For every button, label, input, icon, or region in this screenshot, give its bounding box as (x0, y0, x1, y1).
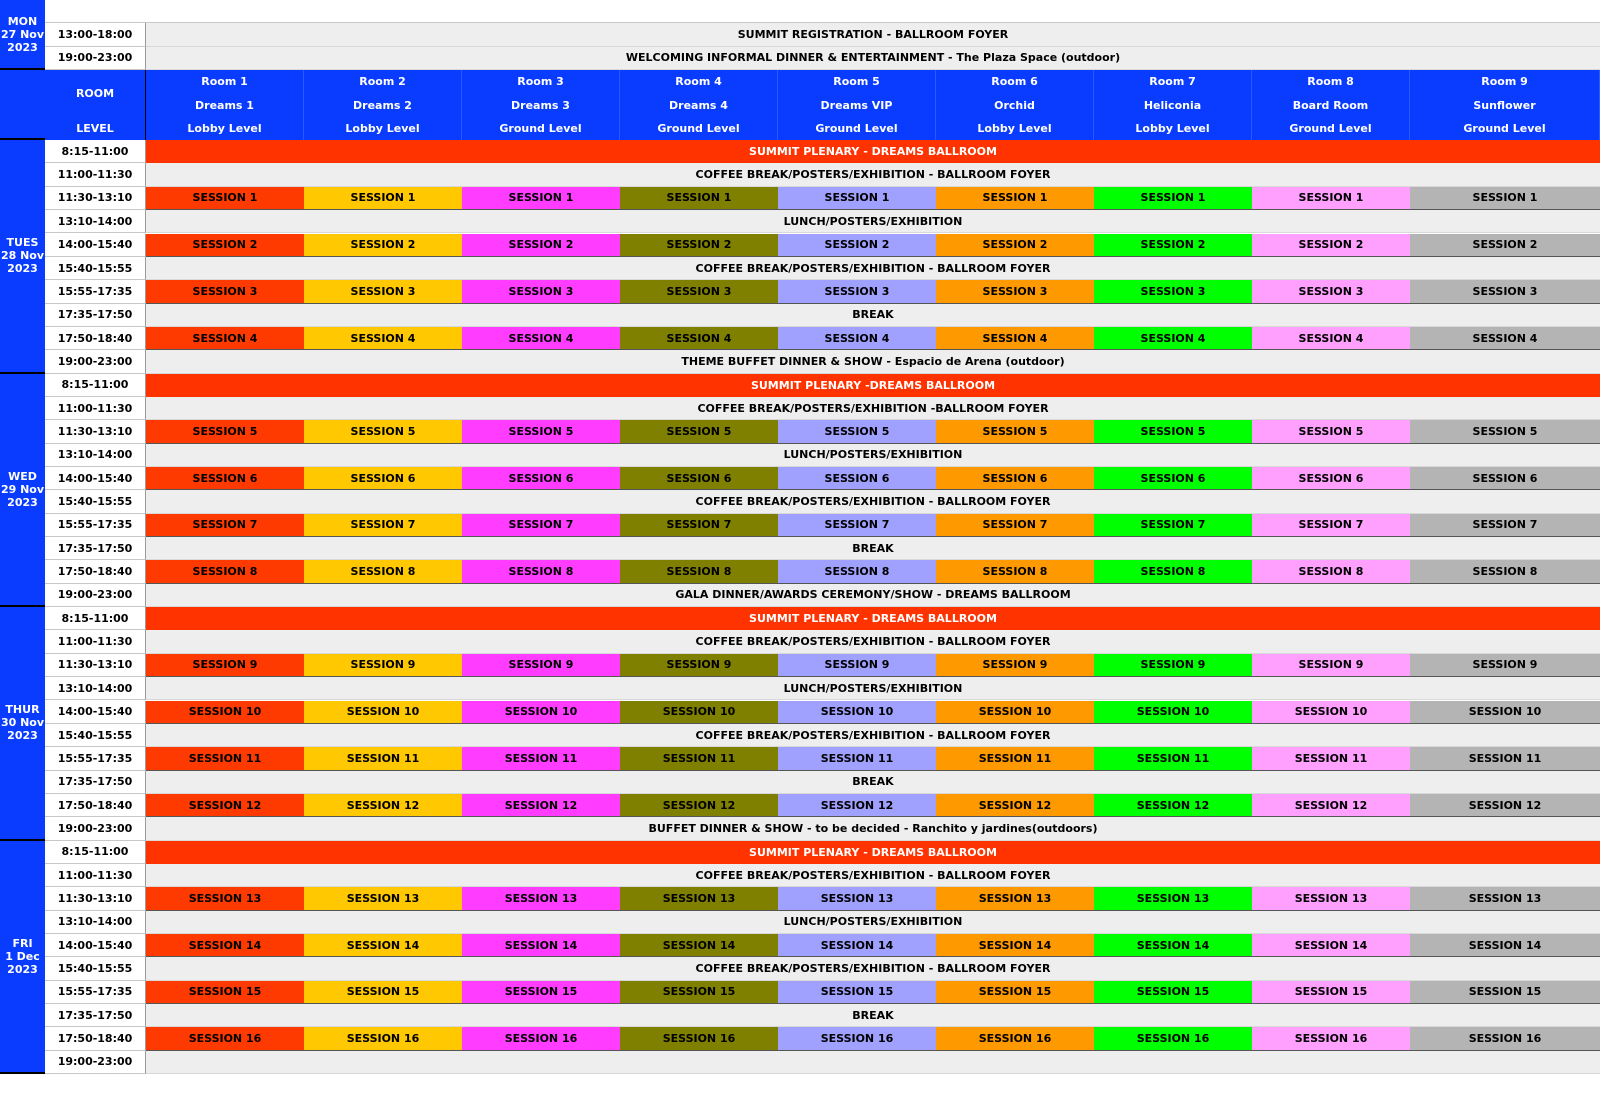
room-name: Room 9 (1410, 70, 1600, 93)
session-cell: SESSION 1 (1252, 187, 1410, 210)
event-banner: THEME BUFFET DINNER & SHOW - Espacio de Arena (outdoor) (146, 350, 1600, 373)
session-cell: SESSION 12 (462, 794, 620, 817)
session-cell: SESSION 7 (462, 514, 620, 537)
room-name: Room 3 (462, 70, 620, 93)
session-cell: SESSION 15 (1410, 981, 1600, 1004)
time-slot: 11:00-11:30 (45, 163, 146, 186)
event-banner (146, 1051, 1600, 1074)
event-banner: BREAK (146, 1004, 1600, 1027)
session-cell: SESSION 6 (1410, 467, 1600, 490)
session-cell: SESSION 12 (146, 794, 304, 817)
time-slot: 15:40-15:55 (45, 957, 146, 980)
session-cell: SESSION 8 (1252, 560, 1410, 583)
session-cell: SESSION 12 (1094, 794, 1252, 817)
session-cell: SESSION 3 (1252, 280, 1410, 303)
session-cell: SESSION 3 (1410, 280, 1600, 303)
time-slot: 15:40-15:55 (45, 724, 146, 747)
day-label-fri: FRI 1 Dec 2023 (0, 841, 45, 1075)
day-label-mon: MON 27 Nov 2023 (0, 0, 45, 70)
time-slot: 11:00-11:30 (45, 864, 146, 887)
event-banner: WELCOMING INFORMAL DINNER & ENTERTAINMENT - The Plaza Space (outdoor) (146, 47, 1600, 70)
event-banner: BREAK (146, 304, 1600, 327)
room-level: Ground Level (620, 117, 778, 140)
session-cell: SESSION 14 (462, 934, 620, 957)
time-slot: 19:00-23:00 (45, 1051, 146, 1074)
room-level: Ground Level (1410, 117, 1600, 140)
event-banner: COFFEE BREAK/POSTERS/EXHIBITION - BALLROOM FOYER (146, 957, 1600, 980)
session-cell: SESSION 13 (936, 887, 1094, 910)
session-cell: SESSION 16 (1252, 1027, 1410, 1050)
time-slot: 8:15-11:00 (45, 841, 146, 864)
session-cell: SESSION 12 (936, 794, 1094, 817)
session-cell: SESSION 16 (304, 1027, 462, 1050)
room-venue: Heliconia (1094, 93, 1252, 116)
session-cell: SESSION 3 (462, 280, 620, 303)
session-cell: SESSION 9 (936, 654, 1094, 677)
session-cell: SESSION 16 (620, 1027, 778, 1050)
session-cell: SESSION 13 (1410, 887, 1600, 910)
session-cell: SESSION 12 (1410, 794, 1600, 817)
session-cell: SESSION 3 (778, 280, 936, 303)
plenary-banner: SUMMIT PLENARY - DREAMS BALLROOM (146, 140, 1600, 163)
session-cell: SESSION 16 (1094, 1027, 1252, 1050)
session-cell: SESSION 6 (1094, 467, 1252, 490)
time-slot: 11:30-13:10 (45, 654, 146, 677)
session-cell: SESSION 8 (462, 560, 620, 583)
session-cell: SESSION 7 (1252, 514, 1410, 537)
event-banner: LUNCH/POSTERS/EXHIBITION (146, 911, 1600, 934)
session-cell: SESSION 8 (146, 560, 304, 583)
session-cell: SESSION 16 (146, 1027, 304, 1050)
time-slot: 14:00-15:40 (45, 467, 146, 490)
time-slot: 19:00-23:00 (45, 584, 146, 607)
room-venue: Dreams VIP (778, 93, 936, 116)
session-cell: SESSION 1 (462, 187, 620, 210)
time-slot: 13:10-14:00 (45, 444, 146, 467)
session-cell: SESSION 3 (936, 280, 1094, 303)
session-cell: SESSION 4 (620, 327, 778, 350)
session-cell: SESSION 7 (620, 514, 778, 537)
room-venue: Sunflower (1410, 93, 1600, 116)
level-header-label: LEVEL (45, 117, 146, 140)
session-cell: SESSION 5 (462, 420, 620, 443)
session-cell: SESSION 4 (304, 327, 462, 350)
time-slot: 14:00-15:40 (45, 934, 146, 957)
session-cell: SESSION 10 (462, 701, 620, 724)
time-slot: 17:50-18:40 (45, 560, 146, 583)
session-cell: SESSION 14 (1252, 934, 1410, 957)
session-cell: SESSION 12 (304, 794, 462, 817)
time-slot: 15:40-15:55 (45, 490, 146, 513)
session-cell: SESSION 9 (1094, 654, 1252, 677)
event-banner: COFFEE BREAK/POSTERS/EXHIBITION - BALLROOM FOYER (146, 490, 1600, 513)
session-cell: SESSION 8 (620, 560, 778, 583)
session-cell: SESSION 2 (1094, 234, 1252, 257)
room-name: Room 4 (620, 70, 778, 93)
plenary-banner: SUMMIT PLENARY -DREAMS BALLROOM (146, 374, 1600, 397)
time-slot: 13:10-14:00 (45, 677, 146, 700)
session-cell: SESSION 13 (146, 887, 304, 910)
session-cell: SESSION 9 (1252, 654, 1410, 677)
event-banner: COFFEE BREAK/POSTERS/EXHIBITION - BALLROOM FOYER (146, 630, 1600, 653)
session-cell: SESSION 10 (620, 701, 778, 724)
session-cell: SESSION 15 (146, 981, 304, 1004)
event-banner: BREAK (146, 771, 1600, 794)
time-slot: 19:00-23:00 (45, 47, 146, 70)
session-cell: SESSION 16 (1410, 1027, 1600, 1050)
room-venue: Board Room (1252, 93, 1410, 116)
room-name: Room 1 (146, 70, 304, 93)
time-slot: 17:35-17:50 (45, 537, 146, 560)
session-cell: SESSION 8 (1094, 560, 1252, 583)
session-cell: SESSION 1 (620, 187, 778, 210)
session-cell: SESSION 12 (620, 794, 778, 817)
session-cell: SESSION 2 (1410, 234, 1600, 257)
plenary-banner: SUMMIT PLENARY - DREAMS BALLROOM (146, 607, 1600, 630)
session-cell: SESSION 7 (1094, 514, 1252, 537)
time-slot: 17:50-18:40 (45, 327, 146, 350)
session-cell: SESSION 1 (1094, 187, 1252, 210)
session-cell: SESSION 11 (936, 747, 1094, 770)
time-slot: 11:30-13:10 (45, 420, 146, 443)
session-cell: SESSION 1 (936, 187, 1094, 210)
session-cell: SESSION 2 (936, 234, 1094, 257)
room-level: Lobby Level (1094, 117, 1252, 140)
session-cell: SESSION 9 (146, 654, 304, 677)
session-cell: SESSION 11 (146, 747, 304, 770)
session-cell: SESSION 3 (620, 280, 778, 303)
room-name: Room 5 (778, 70, 936, 93)
session-cell: SESSION 6 (936, 467, 1094, 490)
session-cell: SESSION 1 (1410, 187, 1600, 210)
session-cell: SESSION 5 (778, 420, 936, 443)
room-level: Ground Level (1252, 117, 1410, 140)
session-cell: SESSION 14 (936, 934, 1094, 957)
session-cell: SESSION 14 (778, 934, 936, 957)
session-cell: SESSION 12 (1252, 794, 1410, 817)
session-cell: SESSION 9 (1410, 654, 1600, 677)
plenary-banner: SUMMIT PLENARY - DREAMS BALLROOM (146, 841, 1600, 864)
event-banner: LUNCH/POSTERS/EXHIBITION (146, 677, 1600, 700)
session-cell: SESSION 15 (778, 981, 936, 1004)
room-venue: Dreams 1 (146, 93, 304, 116)
day-label-wed: WED 29 Nov 2023 (0, 374, 45, 608)
session-cell: SESSION 15 (462, 981, 620, 1004)
session-cell: SESSION 3 (146, 280, 304, 303)
event-banner: COFFEE BREAK/POSTERS/EXHIBITION - BALLROOM FOYER (146, 257, 1600, 280)
session-cell: SESSION 10 (1252, 701, 1410, 724)
session-cell: SESSION 11 (1410, 747, 1600, 770)
event-banner: COFFEE BREAK/POSTERS/EXHIBITION - BALLROOM FOYER (146, 724, 1600, 747)
session-cell: SESSION 2 (304, 234, 462, 257)
session-cell: SESSION 9 (304, 654, 462, 677)
time-slot: 14:00-15:40 (45, 234, 146, 257)
session-cell: SESSION 8 (778, 560, 936, 583)
session-cell: SESSION 16 (462, 1027, 620, 1050)
room-level: Lobby Level (146, 117, 304, 140)
time-slot: 17:35-17:50 (45, 1004, 146, 1027)
session-cell: SESSION 10 (1094, 701, 1252, 724)
day-label-tue: TUES 28 Nov 2023 (0, 140, 45, 374)
session-cell: SESSION 5 (1410, 420, 1600, 443)
session-cell: SESSION 11 (778, 747, 936, 770)
session-cell: SESSION 6 (778, 467, 936, 490)
session-cell: SESSION 14 (146, 934, 304, 957)
session-cell: SESSION 10 (146, 701, 304, 724)
session-cell: SESSION 2 (778, 234, 936, 257)
session-cell: SESSION 12 (778, 794, 936, 817)
session-cell: SESSION 13 (304, 887, 462, 910)
room-header-label: ROOM (45, 70, 146, 117)
time-slot: 13:10-14:00 (45, 210, 146, 233)
session-cell: SESSION 9 (778, 654, 936, 677)
time-slot: 15:55-17:35 (45, 981, 146, 1004)
room-name: Room 7 (1094, 70, 1252, 93)
session-cell: SESSION 13 (1252, 887, 1410, 910)
time-slot: 11:00-11:30 (45, 630, 146, 653)
day-label-header-spacer (0, 70, 45, 140)
session-cell: SESSION 5 (620, 420, 778, 443)
session-cell: SESSION 10 (1410, 701, 1600, 724)
session-cell: SESSION 4 (1410, 327, 1600, 350)
session-cell: SESSION 7 (936, 514, 1094, 537)
room-venue: Orchid (936, 93, 1094, 116)
room-level: Lobby Level (304, 117, 462, 140)
room-name: Room 2 (304, 70, 462, 93)
event-banner: LUNCH/POSTERS/EXHIBITION (146, 210, 1600, 233)
room-level: Ground Level (462, 117, 620, 140)
session-cell: SESSION 7 (778, 514, 936, 537)
time-slot: 15:55-17:35 (45, 514, 146, 537)
session-cell: SESSION 5 (146, 420, 304, 443)
session-cell: SESSION 9 (620, 654, 778, 677)
session-cell: SESSION 15 (304, 981, 462, 1004)
session-cell: SESSION 15 (1094, 981, 1252, 1004)
session-cell: SESSION 6 (1252, 467, 1410, 490)
time-slot: 11:30-13:10 (45, 887, 146, 910)
session-cell: SESSION 6 (146, 467, 304, 490)
session-cell: SESSION 11 (620, 747, 778, 770)
session-cell: SESSION 13 (620, 887, 778, 910)
session-cell: SESSION 4 (778, 327, 936, 350)
session-cell: SESSION 2 (462, 234, 620, 257)
time-slot: 17:35-17:50 (45, 771, 146, 794)
event-banner: GALA DINNER/AWARDS CEREMONY/SHOW - DREAMS BALLROOM (146, 584, 1600, 607)
time-slot: 19:00-23:00 (45, 817, 146, 840)
room-name: Room 8 (1252, 70, 1410, 93)
session-cell: SESSION 11 (462, 747, 620, 770)
session-cell: SESSION 4 (462, 327, 620, 350)
session-cell: SESSION 8 (1410, 560, 1600, 583)
session-cell: SESSION 9 (462, 654, 620, 677)
room-venue: Dreams 3 (462, 93, 620, 116)
session-cell: SESSION 14 (304, 934, 462, 957)
event-banner: COFFEE BREAK/POSTERS/EXHIBITION -BALLROOM FOYER (146, 397, 1600, 420)
session-cell: SESSION 13 (1094, 887, 1252, 910)
session-cell: SESSION 1 (146, 187, 304, 210)
session-cell: SESSION 3 (304, 280, 462, 303)
session-cell: SESSION 6 (304, 467, 462, 490)
session-cell: SESSION 6 (462, 467, 620, 490)
time-slot: 8:15-11:00 (45, 374, 146, 397)
room-name: Room 6 (936, 70, 1094, 93)
session-cell: SESSION 5 (1094, 420, 1252, 443)
session-cell: SESSION 7 (304, 514, 462, 537)
top-spacer-row (45, 0, 1600, 23)
session-cell: SESSION 8 (304, 560, 462, 583)
session-cell: SESSION 2 (1252, 234, 1410, 257)
session-cell: SESSION 5 (1252, 420, 1410, 443)
session-cell: SESSION 4 (1094, 327, 1252, 350)
event-banner: COFFEE BREAK/POSTERS/EXHIBITION - BALLROOM FOYER (146, 864, 1600, 887)
session-cell: SESSION 11 (1252, 747, 1410, 770)
time-slot: 17:50-18:40 (45, 794, 146, 817)
room-level: Ground Level (778, 117, 936, 140)
session-cell: SESSION 14 (620, 934, 778, 957)
session-cell: SESSION 11 (1094, 747, 1252, 770)
session-cell: SESSION 14 (1410, 934, 1600, 957)
room-venue: Dreams 4 (620, 93, 778, 116)
time-slot: 15:40-15:55 (45, 257, 146, 280)
time-slot: 11:30-13:10 (45, 187, 146, 210)
session-cell: SESSION 4 (1252, 327, 1410, 350)
session-cell: SESSION 13 (462, 887, 620, 910)
time-slot: 14:00-15:40 (45, 701, 146, 724)
time-slot: 17:35-17:50 (45, 304, 146, 327)
session-cell: SESSION 15 (620, 981, 778, 1004)
time-slot: 8:15-11:00 (45, 607, 146, 630)
session-cell: SESSION 4 (146, 327, 304, 350)
event-banner: BUFFET DINNER & SHOW - to be decided - Ranchito y jardines(outdoors) (146, 817, 1600, 840)
session-cell: SESSION 13 (778, 887, 936, 910)
session-cell: SESSION 8 (936, 560, 1094, 583)
room-venue: Dreams 2 (304, 93, 462, 116)
session-cell: SESSION 10 (304, 701, 462, 724)
session-cell: SESSION 2 (620, 234, 778, 257)
session-cell: SESSION 10 (936, 701, 1094, 724)
session-cell: SESSION 15 (1252, 981, 1410, 1004)
session-cell: SESSION 16 (936, 1027, 1094, 1050)
time-slot: 8:15-11:00 (45, 140, 146, 163)
event-banner: BREAK (146, 537, 1600, 560)
event-banner: LUNCH/POSTERS/EXHIBITION (146, 444, 1600, 467)
session-cell: SESSION 5 (304, 420, 462, 443)
session-cell: SESSION 11 (304, 747, 462, 770)
time-slot: 13:10-14:00 (45, 911, 146, 934)
event-banner: SUMMIT REGISTRATION - BALLROOM FOYER (146, 23, 1600, 46)
session-cell: SESSION 10 (778, 701, 936, 724)
session-cell: SESSION 15 (936, 981, 1094, 1004)
session-cell: SESSION 3 (1094, 280, 1252, 303)
session-cell: SESSION 5 (936, 420, 1094, 443)
room-level: Lobby Level (936, 117, 1094, 140)
session-cell: SESSION 1 (778, 187, 936, 210)
session-cell: SESSION 14 (1094, 934, 1252, 957)
time-slot: 15:55-17:35 (45, 280, 146, 303)
event-banner: COFFEE BREAK/POSTERS/EXHIBITION - BALLROOM FOYER (146, 163, 1600, 186)
time-slot: 11:00-11:30 (45, 397, 146, 420)
session-cell: SESSION 1 (304, 187, 462, 210)
time-slot: 15:55-17:35 (45, 747, 146, 770)
session-cell: SESSION 7 (146, 514, 304, 537)
session-cell: SESSION 7 (1410, 514, 1600, 537)
day-label-thu: THUR 30 Nov 2023 (0, 607, 45, 841)
session-cell: SESSION 6 (620, 467, 778, 490)
time-slot: 19:00-23:00 (45, 350, 146, 373)
session-cell: SESSION 2 (146, 234, 304, 257)
session-cell: SESSION 4 (936, 327, 1094, 350)
time-slot: 13:00-18:00 (45, 23, 146, 46)
time-slot: 17:50-18:40 (45, 1027, 146, 1050)
session-cell: SESSION 16 (778, 1027, 936, 1050)
